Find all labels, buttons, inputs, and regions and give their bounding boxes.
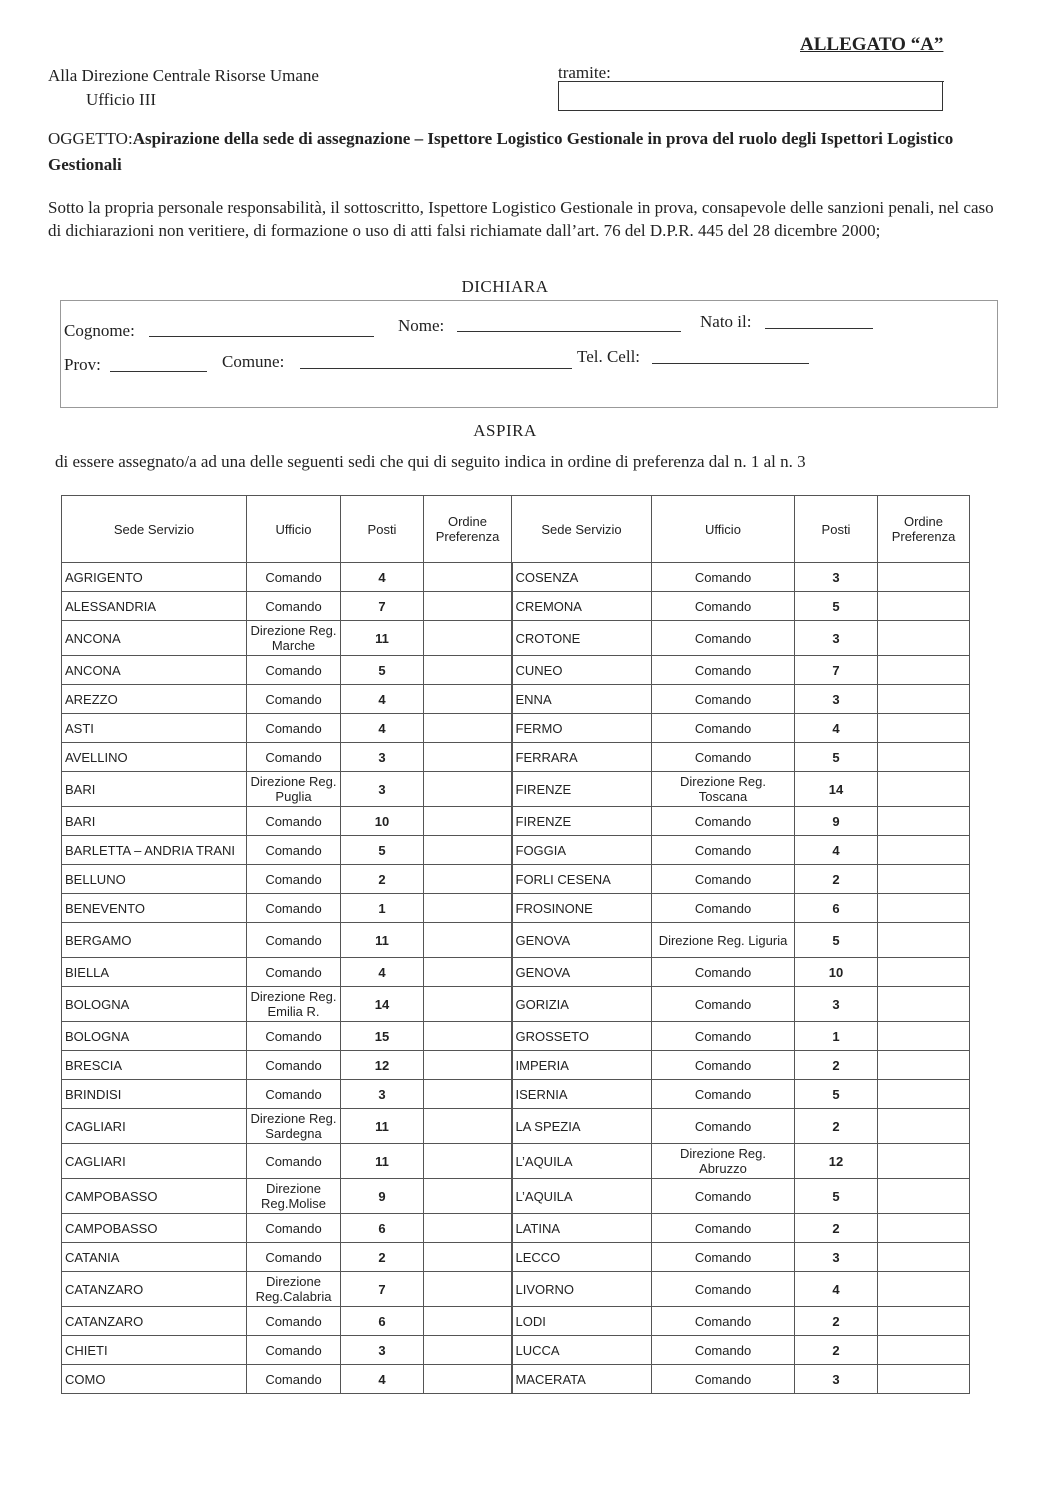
posti-cell: 4	[341, 1365, 424, 1394]
ordine-cell[interactable]	[878, 772, 970, 807]
tramite-label: tramite:	[558, 63, 611, 82]
ordine-cell[interactable]	[878, 923, 970, 958]
ordine-cell[interactable]	[424, 592, 512, 621]
col-header-posti-2: Posti	[795, 496, 878, 563]
nome-label: Nome:	[398, 316, 445, 335]
ordine-cell[interactable]	[878, 836, 970, 865]
posti-cell: 4	[795, 836, 878, 865]
col-header-ufficio: Ufficio	[247, 496, 341, 563]
posti-cell: 6	[341, 1214, 424, 1243]
table-row	[62, 1022, 970, 1051]
posti-cell: 4	[795, 714, 878, 743]
ufficio-cell: Comando	[247, 714, 341, 743]
table-row	[62, 656, 970, 685]
posti-cell: 3	[795, 563, 878, 592]
table-row	[62, 1336, 970, 1365]
sede-cell: BELLUNO	[62, 865, 247, 894]
posti-cell: 9	[795, 807, 878, 836]
posti-cell: 5	[795, 1179, 878, 1214]
table-row	[62, 923, 970, 958]
sede-cell: FIRENZE	[512, 772, 652, 807]
aspira-heading: ASPIRA	[473, 421, 537, 440]
posti-cell: 2	[341, 865, 424, 894]
ufficio-cell: Comando	[652, 1365, 795, 1394]
sede-cell: FORLI CESENA	[512, 865, 652, 894]
prov-field[interactable]	[110, 371, 207, 372]
posti-cell: 7	[795, 656, 878, 685]
ufficio-cell: Comando	[247, 1336, 341, 1365]
table-row	[62, 807, 970, 836]
ordine-cell[interactable]	[424, 656, 512, 685]
ordine-cell[interactable]	[878, 685, 970, 714]
sede-cell: CATANZARO	[62, 1272, 247, 1307]
sedi-table	[61, 495, 970, 1394]
col-header-ordine: Ordine Preferenza	[424, 496, 512, 563]
table-row	[62, 1080, 970, 1109]
recipient-line-2: Ufficio III	[86, 90, 157, 109]
table-row	[62, 592, 970, 621]
table-row	[62, 865, 970, 894]
ufficio-cell: Comando	[652, 987, 795, 1022]
posti-cell: 3	[795, 621, 878, 656]
posti-cell: 1	[795, 1022, 878, 1051]
posti-cell: 10	[341, 807, 424, 836]
ufficio-cell: Comando	[652, 1080, 795, 1109]
ordine-cell[interactable]	[878, 1214, 970, 1243]
sede-cell: AREZZO	[62, 685, 247, 714]
nato-il-field[interactable]	[765, 328, 873, 329]
ufficio-cell: Comando	[247, 1144, 341, 1179]
ufficio-cell: Comando	[247, 1080, 341, 1109]
posti-cell: 9	[341, 1179, 424, 1214]
cognome-label: Cognome:	[64, 321, 135, 340]
posti-cell: 5	[795, 923, 878, 958]
ufficio-cell: Comando	[247, 563, 341, 592]
ufficio-cell: Comando	[652, 1022, 795, 1051]
ordine-cell[interactable]	[878, 958, 970, 987]
sede-cell: ENNA	[512, 685, 652, 714]
sede-cell: CREMONA	[512, 592, 652, 621]
ordine-cell[interactable]	[424, 1243, 512, 1272]
ordine-cell[interactable]	[424, 1365, 512, 1394]
ordine-cell[interactable]	[424, 1272, 512, 1307]
ordine-cell[interactable]	[424, 894, 512, 923]
ordine-cell[interactable]	[424, 865, 512, 894]
ordine-cell[interactable]	[878, 1080, 970, 1109]
ufficio-cell: Comando	[652, 656, 795, 685]
sede-cell: BIELLA	[62, 958, 247, 987]
comune-label: Comune:	[222, 352, 285, 371]
sede-cell: COMO	[62, 1365, 247, 1394]
col-header-ufficio-2: Ufficio	[652, 496, 795, 563]
posti-cell: 2	[795, 1336, 878, 1365]
posti-cell: 5	[795, 743, 878, 772]
table-row	[62, 1051, 970, 1080]
posti-cell: 5	[341, 836, 424, 865]
sede-cell: FROSINONE	[512, 894, 652, 923]
table-row	[62, 772, 970, 807]
posti-cell: 15	[341, 1022, 424, 1051]
ufficio-cell: Comando	[247, 743, 341, 772]
ordine-cell[interactable]	[424, 1336, 512, 1365]
ufficio-cell: Direzione Reg. Sardegna	[247, 1109, 341, 1144]
table-row	[62, 743, 970, 772]
ufficio-cell: Comando	[247, 656, 341, 685]
sede-cell: L’AQUILA	[512, 1179, 652, 1214]
ufficio-cell: Comando	[652, 836, 795, 865]
sede-cell: COSENZA	[512, 563, 652, 592]
sedi-table-body	[62, 563, 970, 1394]
table-row	[62, 714, 970, 743]
sede-cell: CHIETI	[62, 1336, 247, 1365]
sede-cell: BOLOGNA	[62, 987, 247, 1022]
ufficio-cell: Comando	[247, 894, 341, 923]
ufficio-cell: Comando	[652, 1307, 795, 1336]
ufficio-cell: Comando	[652, 743, 795, 772]
sede-cell: MACERATA	[512, 1365, 652, 1394]
ufficio-cell: Comando	[247, 1214, 341, 1243]
tel-cell-field[interactable]	[652, 363, 809, 364]
sede-cell: BRINDISI	[62, 1080, 247, 1109]
cognome-field[interactable]	[149, 336, 374, 337]
sede-cell: ALESSANDRIA	[62, 592, 247, 621]
ufficio-cell: Comando	[652, 563, 795, 592]
sede-cell: LATINA	[512, 1214, 652, 1243]
ordine-cell[interactable]	[878, 656, 970, 685]
ordine-cell[interactable]	[424, 714, 512, 743]
nato-il-label: Nato il:	[700, 312, 752, 331]
ordine-cell[interactable]	[424, 1080, 512, 1109]
ordine-cell[interactable]	[878, 1109, 970, 1144]
sede-cell: LIVORNO	[512, 1272, 652, 1307]
sede-cell: CAGLIARI	[62, 1109, 247, 1144]
personal-data-box	[60, 300, 998, 408]
posti-cell: 4	[341, 563, 424, 592]
tramite-field[interactable]	[558, 81, 943, 111]
ordine-cell[interactable]	[878, 894, 970, 923]
posti-cell: 3	[795, 1365, 878, 1394]
posti-cell: 5	[341, 656, 424, 685]
sede-cell: BARI	[62, 772, 247, 807]
sede-cell: ANCONA	[62, 621, 247, 656]
sede-cell: LODI	[512, 1307, 652, 1336]
table-row	[62, 894, 970, 923]
sede-cell: FOGGIA	[512, 836, 652, 865]
ufficio-cell: Comando	[652, 1109, 795, 1144]
table-row	[62, 1109, 970, 1144]
table-row	[62, 1144, 970, 1179]
posti-cell: 4	[795, 1272, 878, 1307]
sede-cell: FIRENZE	[512, 807, 652, 836]
sede-cell: LECCO	[512, 1243, 652, 1272]
ordine-cell[interactable]	[424, 621, 512, 656]
sede-cell: BOLOGNA	[62, 1022, 247, 1051]
comune-field[interactable]	[300, 368, 572, 369]
sede-cell: CROTONE	[512, 621, 652, 656]
ufficio-cell: Comando	[247, 592, 341, 621]
ufficio-cell: Comando	[652, 1051, 795, 1080]
posti-cell: 3	[795, 1243, 878, 1272]
posti-cell: 12	[795, 1144, 878, 1179]
table-row	[62, 563, 970, 592]
posti-cell: 3	[341, 743, 424, 772]
table-row	[62, 987, 970, 1022]
posti-cell: 2	[795, 1307, 878, 1336]
posti-cell: 11	[341, 1109, 424, 1144]
ordine-cell[interactable]	[424, 958, 512, 987]
col-header-posti: Posti	[341, 496, 424, 563]
ufficio-cell: Direzione Reg. Emilia R.	[247, 987, 341, 1022]
ufficio-cell: Comando	[652, 865, 795, 894]
ordine-cell[interactable]	[424, 1307, 512, 1336]
recipient-line-1: Alla Direzione Centrale Risorse Umane	[48, 66, 319, 85]
sede-cell: L’AQUILA	[512, 1144, 652, 1179]
sede-cell: AGRIGENTO	[62, 563, 247, 592]
sede-cell: GROSSETO	[512, 1022, 652, 1051]
allegato-heading: ALLEGATO “A”	[800, 34, 944, 55]
sede-cell: GORIZIA	[512, 987, 652, 1022]
ufficio-cell: Comando	[652, 894, 795, 923]
ufficio-cell: Comando	[247, 685, 341, 714]
sede-cell: CAMPOBASSO	[62, 1214, 247, 1243]
ordine-cell[interactable]	[424, 1022, 512, 1051]
ordine-cell[interactable]	[878, 1243, 970, 1272]
ufficio-cell: Comando	[652, 714, 795, 743]
ordine-cell[interactable]	[878, 1144, 970, 1179]
sede-cell: LA SPEZIA	[512, 1109, 652, 1144]
ufficio-cell: Direzione Reg. Marche	[247, 621, 341, 656]
posti-cell: 2	[795, 1109, 878, 1144]
sede-cell: CATANZARO	[62, 1307, 247, 1336]
posti-cell: 6	[341, 1307, 424, 1336]
table-row	[62, 621, 970, 656]
ordine-cell[interactable]	[878, 865, 970, 894]
col-header-sede: Sede Servizio	[62, 496, 247, 563]
ufficio-cell: Comando	[247, 923, 341, 958]
posti-cell: 2	[795, 1051, 878, 1080]
posti-cell: 3	[795, 987, 878, 1022]
table-row	[62, 836, 970, 865]
sede-cell: GENOVA	[512, 958, 652, 987]
ordine-cell[interactable]	[424, 836, 512, 865]
ufficio-cell: Direzione Reg.Calabria	[247, 1272, 341, 1307]
ordine-cell[interactable]	[424, 1051, 512, 1080]
table-row	[62, 685, 970, 714]
subject	[48, 126, 1008, 178]
sede-cell: ASTI	[62, 714, 247, 743]
posti-cell: 7	[341, 1272, 424, 1307]
posti-cell: 11	[341, 621, 424, 656]
ufficio-cell: Comando	[247, 1243, 341, 1272]
tel-cell-label: Tel. Cell:	[577, 347, 641, 366]
sede-cell: AVELLINO	[62, 743, 247, 772]
sede-cell: GENOVA	[512, 923, 652, 958]
ufficio-cell: Direzione Reg. Liguria	[652, 923, 795, 958]
posti-cell: 3	[795, 685, 878, 714]
ordine-cell[interactable]	[424, 987, 512, 1022]
ufficio-cell: Comando	[652, 1179, 795, 1214]
ordine-cell[interactable]	[878, 1051, 970, 1080]
ufficio-cell: Comando	[247, 865, 341, 894]
posti-cell: 14	[341, 987, 424, 1022]
col-header-sede-2: Sede Servizio	[512, 496, 652, 563]
posti-cell: 3	[341, 1336, 424, 1365]
table-row	[62, 1214, 970, 1243]
ufficio-cell: Comando	[247, 1365, 341, 1394]
ordine-cell[interactable]	[878, 1272, 970, 1307]
ordine-cell[interactable]	[424, 807, 512, 836]
ufficio-cell: Comando	[652, 1272, 795, 1307]
ufficio-cell: Comando	[247, 1307, 341, 1336]
posti-cell: 4	[341, 685, 424, 714]
ufficio-cell: Direzione Reg. Toscana	[652, 772, 795, 807]
subject-text: Aspirazione della sede di assegnazione – Ispettore Logistico Gestionale in prova del ruolo degli Ispettori Logistico Gestionali	[48, 129, 954, 174]
sede-cell: CAGLIARI	[62, 1144, 247, 1179]
table-row	[62, 958, 970, 987]
posti-cell: 7	[341, 592, 424, 621]
ordine-cell[interactable]	[424, 685, 512, 714]
ufficio-cell: Direzione Reg. Abruzzo	[652, 1144, 795, 1179]
sede-cell: CUNEO	[512, 656, 652, 685]
ordine-cell[interactable]	[424, 772, 512, 807]
posti-cell: 2	[341, 1243, 424, 1272]
sede-cell: BARLETTA – ANDRIA TRANI	[62, 836, 247, 865]
ufficio-cell: Comando	[652, 958, 795, 987]
posti-cell: 4	[341, 714, 424, 743]
ufficio-cell: Comando	[247, 958, 341, 987]
ufficio-cell: Direzione Reg.Molise	[247, 1179, 341, 1214]
ufficio-cell: Comando	[652, 807, 795, 836]
prov-label: Prov:	[64, 355, 101, 374]
col-header-ordine-2: Ordine Preferenza	[878, 496, 970, 563]
sede-cell: CATANIA	[62, 1243, 247, 1272]
ufficio-cell: Comando	[247, 1022, 341, 1051]
posti-cell: 6	[795, 894, 878, 923]
sede-cell: LUCCA	[512, 1336, 652, 1365]
ufficio-cell: Comando	[247, 836, 341, 865]
posti-cell: 4	[341, 958, 424, 987]
ordine-cell[interactable]	[424, 1144, 512, 1179]
posti-cell: 10	[795, 958, 878, 987]
posti-cell: 3	[341, 772, 424, 807]
posti-cell: 2	[795, 1214, 878, 1243]
sede-cell: FERRARA	[512, 743, 652, 772]
ufficio-cell: Comando	[652, 1214, 795, 1243]
ufficio-cell: Comando	[652, 621, 795, 656]
table-row	[62, 1272, 970, 1307]
table-row	[62, 1307, 970, 1336]
declaration-text: Sotto la propria personale responsabilità, il sottoscritto, Ispettore Logistico Gestionale in prova, consapevole delle sanzioni penali, nel caso di dichiarazioni non veritiere, di formazione o uso di atti falsi richiamate dall’art. 76 del D.P.R. 445 del 28 dicembre 2000;	[48, 198, 994, 240]
ordine-cell[interactable]	[424, 1179, 512, 1214]
ordine-cell[interactable]	[878, 563, 970, 592]
posti-cell: 1	[341, 894, 424, 923]
table-row	[62, 1243, 970, 1272]
ordine-cell[interactable]	[878, 1336, 970, 1365]
sede-cell: ISERNIA	[512, 1080, 652, 1109]
ufficio-cell: Direzione Reg. Puglia	[247, 772, 341, 807]
sede-cell: FERMO	[512, 714, 652, 743]
aspira-text: di essere assegnato/a ad una delle seguenti sedi che qui di seguito indica in ordine di preferenza dal n. 1 al n. 3	[55, 452, 806, 471]
sede-cell: BRESCIA	[62, 1051, 247, 1080]
ordine-cell[interactable]	[878, 743, 970, 772]
posti-cell: 2	[795, 865, 878, 894]
ufficio-cell: Comando	[652, 592, 795, 621]
ufficio-cell: Comando	[247, 807, 341, 836]
table-header-row	[62, 496, 970, 563]
sede-cell: BARI	[62, 807, 247, 836]
nome-field[interactable]	[457, 331, 681, 332]
ordine-cell[interactable]	[878, 987, 970, 1022]
sede-cell: BERGAMO	[62, 923, 247, 958]
posti-cell: 11	[341, 1144, 424, 1179]
ordine-cell[interactable]	[424, 563, 512, 592]
posti-cell: 3	[341, 1080, 424, 1109]
ordine-cell[interactable]	[424, 743, 512, 772]
posti-cell: 5	[795, 1080, 878, 1109]
ufficio-cell: Comando	[652, 1336, 795, 1365]
ordine-cell[interactable]	[878, 621, 970, 656]
ordine-cell[interactable]	[878, 714, 970, 743]
table-row	[62, 1365, 970, 1394]
ordine-cell[interactable]	[878, 807, 970, 836]
subject-prefix: OGGETTO:	[48, 129, 133, 148]
sede-cell: IMPERIA	[512, 1051, 652, 1080]
posti-cell: 12	[341, 1051, 424, 1080]
ordine-cell[interactable]	[424, 923, 512, 958]
sede-cell: ANCONA	[62, 656, 247, 685]
posti-cell: 5	[795, 592, 878, 621]
sede-cell: CAMPOBASSO	[62, 1179, 247, 1214]
table-row	[62, 1179, 970, 1214]
ordine-cell[interactable]	[878, 1365, 970, 1394]
ufficio-cell: Comando	[652, 1243, 795, 1272]
ordine-cell[interactable]	[424, 1109, 512, 1144]
ordine-cell[interactable]	[878, 1022, 970, 1051]
ufficio-cell: Comando	[652, 685, 795, 714]
posti-cell: 11	[341, 923, 424, 958]
ordine-cell[interactable]	[878, 1307, 970, 1336]
ordine-cell[interactable]	[878, 592, 970, 621]
ordine-cell[interactable]	[878, 1179, 970, 1214]
sede-cell: BENEVENTO	[62, 894, 247, 923]
ufficio-cell: Comando	[247, 1051, 341, 1080]
dichiara-heading: DICHIARA	[461, 277, 549, 296]
ordine-cell[interactable]	[424, 1214, 512, 1243]
posti-cell: 14	[795, 772, 878, 807]
